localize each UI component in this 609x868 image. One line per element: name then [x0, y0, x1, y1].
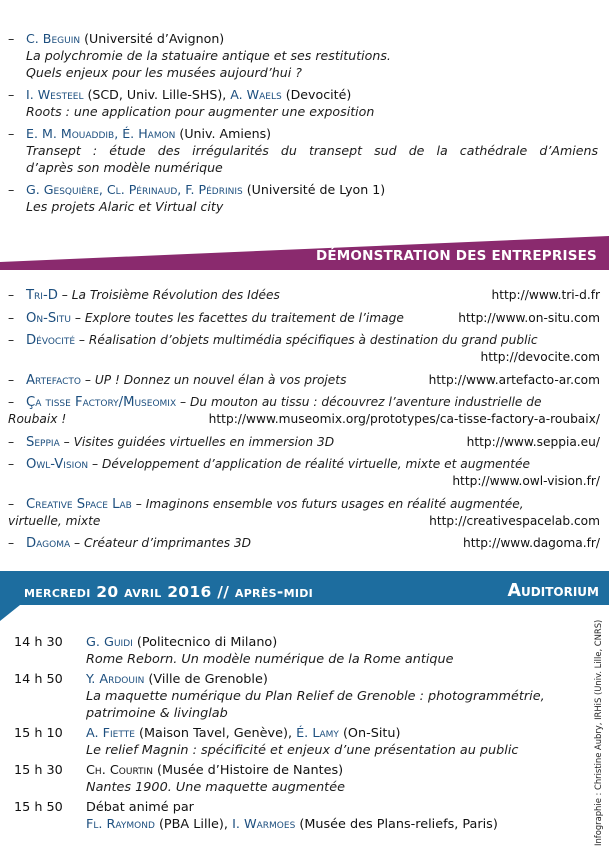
list-dash: –: [8, 126, 15, 141]
separator: –: [131, 496, 146, 511]
company-url: http://www.on-situ.com: [458, 310, 600, 325]
company-left: [8, 496, 524, 513]
speaker-name: A. Fiette: [86, 726, 135, 741]
company-left: [8, 434, 334, 451]
talk-title-line: Roots : une application pour augmenter une exposition: [26, 104, 375, 119]
speaker-affiliation: (On-Situ): [338, 726, 401, 741]
demo-section-title: DÉMONSTRATION DES ENTREPRISES: [315, 248, 597, 264]
slot-speakers: [86, 762, 584, 779]
company-name: Seppia: [26, 434, 60, 450]
list-dash: –: [8, 87, 15, 102]
company-description-cont: virtuelle, mixte: [8, 513, 101, 528]
speaker-name: Y. Ardouin: [86, 672, 145, 687]
company-item: [8, 456, 600, 490]
company-description: Réalisation d’objets multimédia spécifiques à destination du grand public: [88, 333, 538, 347]
company-left: [8, 310, 404, 327]
company-description: UP ! Donnez un nouvel élan à vos projets: [94, 372, 347, 387]
company-url: http://creativespacelab.com: [429, 513, 600, 528]
list-dash: –: [8, 395, 15, 409]
company-url: http://www.artefacto-ar.com: [428, 372, 600, 387]
schedule-slot: [14, 725, 584, 759]
company-line: [8, 535, 600, 552]
company-url: http://www.dagoma.fr/: [462, 536, 600, 550]
speaker-name: C. Beguin: [26, 31, 81, 46]
speaker-name: I. Warmoes: [232, 817, 296, 832]
talk-item: [8, 30, 598, 81]
company-name: Dagoma: [26, 536, 71, 551]
company-description: Explore toutes les facettes du traitement de l’image: [84, 310, 404, 325]
company-item: [8, 394, 600, 428]
speaker-affiliation: (Devocité): [281, 87, 352, 102]
talk-title-line: Transept : étude des irrégularités du transept sud de la cathédrale d’Amiens: [26, 143, 598, 158]
company-url: http://www.tri-d.fr: [491, 288, 600, 302]
company-url: http://devocite.com: [480, 350, 600, 364]
company-line-2: [8, 411, 600, 428]
speaker-affiliation: (PBA Lille),: [154, 817, 233, 832]
list-dash: –: [8, 457, 15, 471]
slot-speakers: [86, 725, 584, 742]
list-dash: –: [8, 372, 15, 387]
speaker-affiliation: (Maison Tavel, Genève),: [134, 726, 297, 741]
company-description: Imaginons ensemble vos futurs usages en réalité augmentée,: [145, 496, 524, 511]
company-name: Dévocité: [26, 333, 76, 348]
list-dash: –: [8, 434, 15, 449]
slot-time: 15 h 50: [14, 800, 63, 815]
companies-list: [8, 287, 600, 558]
speaker-name: G. Guidi: [86, 635, 133, 650]
company-description-cont: Roubaix !: [8, 412, 67, 426]
list-dash: –: [8, 182, 15, 197]
company-name: Tri-D: [26, 288, 58, 303]
speaker-affiliation: (Université de Lyon 1): [242, 182, 386, 197]
company-name: Ça tisse Factory/Museomix: [26, 395, 177, 410]
company-item: [8, 434, 600, 451]
slot-intro: Débat animé par: [86, 800, 194, 815]
separator: –: [70, 536, 84, 550]
speaker-affiliation: (Univ. Amiens): [175, 126, 272, 141]
talk-item: [8, 86, 598, 120]
list-dash: –: [8, 496, 15, 511]
list-dash: –: [8, 288, 15, 302]
talk-speakers: [8, 86, 598, 103]
speaker-affiliation: (Université d’Avignon): [80, 31, 225, 46]
company-description: La Troisième Révolution des Idées: [71, 288, 280, 302]
speaker-name: E. M. Mouaddib, É. Hamon: [26, 126, 176, 141]
credit-text: Infographie : Christine Aubry, IRHiS (Univ. Lille, CNRS): [593, 619, 603, 846]
company-left: [8, 535, 251, 552]
slot-title-line: La maquette numérique du Plan Relief de Grenoble : photogrammétrie,: [86, 689, 545, 704]
separator: –: [88, 457, 102, 471]
company-line: [8, 496, 600, 513]
speaker-name: I. Westeel: [26, 87, 84, 102]
schedule-list: [14, 634, 584, 836]
slot-title-line: Nantes 1900. Une maquette augmentée: [86, 780, 345, 795]
company-left: [8, 332, 538, 349]
company-line: [8, 456, 600, 473]
talk-speakers: [8, 30, 598, 47]
schedule-slot: [14, 799, 584, 833]
company-name: Artefacto: [26, 372, 82, 388]
talk-title-line: Les projets Alaric et Virtual city: [26, 199, 224, 214]
speaker-affiliation: (Politecnico di Milano): [132, 635, 278, 650]
company-line: [8, 332, 600, 349]
slot-body: [86, 725, 584, 759]
day-section-band: [0, 571, 609, 621]
schedule-slot: [14, 634, 584, 668]
company-description: Créateur d’imprimantes 3D: [83, 536, 252, 550]
speaker-name: A. Waels: [230, 87, 282, 102]
list-dash: –: [8, 333, 15, 347]
list-dash: –: [8, 310, 15, 325]
slot-title-line: Le relief Magnin : spécificité et enjeux d’une présentation au public: [86, 743, 519, 758]
company-url: http://www.museomix.org/prototypes/ca-tisse-factory-a-roubaix/: [208, 412, 600, 426]
separator: –: [57, 288, 72, 302]
talks-list: [8, 30, 598, 220]
talk-title-line: Quels enjeux pour les musées aujourd’hui ?: [26, 65, 302, 80]
talk-item: [8, 125, 598, 176]
speaker-name: Ch. Courtin: [86, 763, 153, 778]
company-name: Creative Space Lab: [26, 496, 132, 512]
list-dash: –: [8, 536, 15, 550]
slot-title-line: Rome Reborn. Un modèle numérique de la Rome antique: [86, 652, 454, 667]
separator: –: [75, 333, 89, 347]
separator: –: [70, 310, 85, 325]
company-line: [8, 310, 600, 327]
company-item: [8, 496, 600, 530]
company-line: [8, 434, 600, 451]
demo-section-band: [0, 236, 609, 270]
slot-time: 15 h 10: [14, 726, 63, 741]
speaker-name: É. Lamy: [296, 726, 339, 741]
talk-speakers: [8, 181, 598, 198]
slot-body: [86, 634, 584, 668]
company-item: [8, 310, 600, 327]
company-line-2: [8, 513, 600, 530]
company-name: Owl-Vision: [26, 457, 89, 472]
company-line: [8, 287, 600, 304]
speaker-name: Fl. Raymond: [86, 817, 155, 832]
company-left: [8, 456, 530, 473]
company-description: Du mouton au tissu : découvrez l’aventure industrielle de: [189, 395, 542, 409]
company-item: [8, 287, 600, 304]
company-description: Développement d’application de réalité virtuelle, mixte et augmentée: [101, 457, 531, 471]
company-url: http://www.seppia.eu/: [466, 434, 600, 449]
company-name: On-Situ: [26, 310, 71, 326]
company-description: Visites guidées virtuelles en immersion 3D: [73, 434, 335, 449]
slot-time: 15 h 30: [14, 763, 63, 778]
speaker-name: G. Gesquière, Cl. Périnaud, F. Pédrinis: [26, 182, 243, 197]
company-item: [8, 535, 600, 552]
day-section-title: mercredi 20 avril 2016 // après-midi: [24, 583, 314, 601]
slot-time: 14 h 50: [14, 672, 63, 687]
separator: –: [81, 372, 95, 387]
room-title: Auditorium: [507, 581, 599, 601]
slot-body: [86, 799, 584, 833]
list-dash: –: [8, 31, 15, 46]
company-line: [8, 394, 600, 411]
slot-body: [86, 762, 584, 796]
company-left: [8, 372, 346, 389]
talk-item: [8, 181, 598, 215]
company-item: [8, 372, 600, 389]
slot-body: [86, 671, 584, 722]
slot-title-line: patrimoine & livinglab: [86, 706, 228, 721]
company-left: [8, 394, 541, 411]
slot-speakers: [86, 816, 584, 833]
talk-speakers: [8, 125, 598, 142]
slot-speakers: [86, 671, 584, 688]
speaker-affiliation: (Musée d’Histoire de Nantes): [152, 763, 344, 778]
separator: –: [176, 395, 190, 409]
company-item: [8, 332, 600, 366]
schedule-slot: [14, 671, 584, 722]
company-left: [8, 287, 280, 304]
company-url: http://www.owl-vision.fr/: [452, 474, 600, 488]
company-line: [8, 372, 600, 389]
speaker-affiliation: (Ville de Grenoble): [144, 672, 268, 687]
speaker-affiliation: (Musée des Plans-reliefs, Paris): [295, 817, 498, 832]
slot-speakers: [86, 634, 584, 651]
speaker-affiliation: (SCD, Univ. Lille-SHS),: [83, 87, 231, 102]
talk-title-line: d’après son modèle numérique: [26, 160, 223, 175]
slot-time: 14 h 30: [14, 635, 63, 650]
schedule-slot: [14, 762, 584, 796]
talk-title-line: La polychromie de la statuaire antique et ses restitutions.: [26, 48, 391, 63]
separator: –: [59, 434, 74, 449]
